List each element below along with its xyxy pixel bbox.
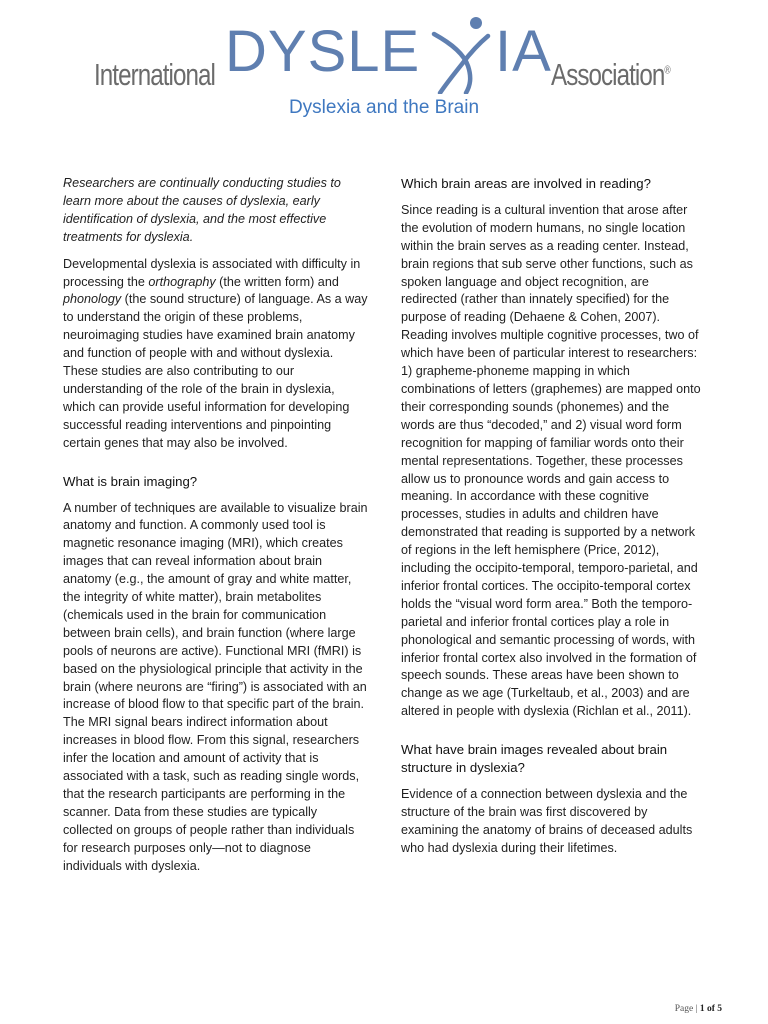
dyslexia-definition-paragraph bbox=[63, 256, 369, 453]
logo-ia-text: IA bbox=[495, 19, 552, 84]
para-text: Developmental dyslexia is associated with difficulty in processing the bbox=[63, 256, 361, 289]
logo-association-text bbox=[551, 57, 670, 93]
page-footer bbox=[675, 1004, 722, 1014]
intro-paragraph: Researchers are continually conducting studies to learn more about the causes of dyslexia, early identification of dyslexia, and the most effective treatments for dyslexia. bbox=[63, 176, 341, 244]
brain-structure-paragraph: Evidence of a connection between dyslexia and the structure of the brain was first discovered by examining the anatomy of brains of deceased adults who had dyslexia during their lifetimes. bbox=[401, 787, 693, 855]
section-heading-brain-structure: What have brain images revealed about brain structure in dyslexia? bbox=[401, 742, 668, 776]
phonology-term: phonology bbox=[63, 292, 122, 307]
brain-imaging-paragraph: A number of techniques are available to visualize brain anatomy and function. A commonly used tool is magnetic resonance imaging (MRI), which creates images that can reveal information about brain anatomy (e.g., the amount of gray and white matter, the integrity of white matter), brain metabolites (chemicals used in the brain for communication between brain cells), and brain function (where large pools of neurons are active). Functional MRI (fMRI) is based on the physiological principle that activity in the brain (where neurons are “firing”) is associated with an increase of blood flow to that specific part of the brain. The MRI signal bears indirect information about increases in blood flow. From this signal, researchers infer the location and amount of activity that is associated with a task, such as reading single words, that the research participants are performing in the scanner. Data from these studies are typically collected on groups of people rather than individuals for research purposes only—not to diagnose individuals with dyslexia. bbox=[63, 500, 368, 873]
ida-logo bbox=[92, 14, 692, 94]
document-title: Dyslexia and the Brain bbox=[288, 97, 480, 118]
right-column bbox=[401, 175, 706, 867]
logo-association-word: Association bbox=[551, 57, 665, 92]
left-column bbox=[63, 175, 369, 885]
logo-dysle-text: DYSLE bbox=[225, 19, 421, 84]
page-number: 1 of 5 bbox=[699, 1004, 722, 1014]
section-heading-brain-imaging: What is brain imaging? bbox=[63, 473, 198, 489]
section-heading-brain-areas: Which brain areas are involved in reading? bbox=[401, 176, 651, 191]
logo-international-text: International bbox=[94, 57, 215, 92]
page-label: Page | bbox=[674, 1004, 698, 1014]
para-text: (the sound structure) of language. As a way to understand the origin of these problems, neuroimaging studies have examined brain anatomy and function of people with and without dyslexia. These studies are also contributing to our understanding of the role of the brain in dyslexia, which can provide useful information for developing successful reading interventions and pinpointing certain genes that may also be involved. bbox=[63, 292, 368, 450]
para-text: (the written form) and bbox=[215, 274, 339, 289]
brain-areas-paragraph: Since reading is a cultural invention that arose after the evolution of modern humans, no single location within the brain serves as a reading center. Instead, brain regions that sub serve other functions, such as spoken language and object recognition, are redirected (rather than innately specified) for the purpose of reading (Dehaene & Cohen, 2007). Reading involves multiple cognitive processes, two of which have been of particular interest to researchers: 1) grapheme-phoneme mapping in which combinations of letters (graphemes) are mapped onto their corresponding sounds (phonemes) and the words are thus “decoded,” and 2) visual word form recognition for mapping of familiar words onto their mental representations. Together, these processes allow us to pronounce words and gain access to meaning. In accordance with these cognitive processes, studies in adults and children have demonstrated that reading is supported by a network of regions in the left hemisphere (Price, 2012), including the occipito-temporal, temporo-parietal, and inferior frontal cortices. The occipito-temporal cortex holds the “visual word form area.” Both the temporo-parietal and inferior frontal cortices play a role in phonological and semantic processing of words, with inferior frontal cortex also involved in the formation of speech sounds. These areas have been shown to change as we age (Turkeltaub, et al., 2003) and are altered in people with dyslexia (Richlan et al., 2011). bbox=[401, 202, 701, 719]
orthography-term: orthography bbox=[148, 274, 216, 289]
logo-registered-mark: ® bbox=[664, 64, 670, 77]
logo-x-figure-icon bbox=[430, 14, 496, 94]
